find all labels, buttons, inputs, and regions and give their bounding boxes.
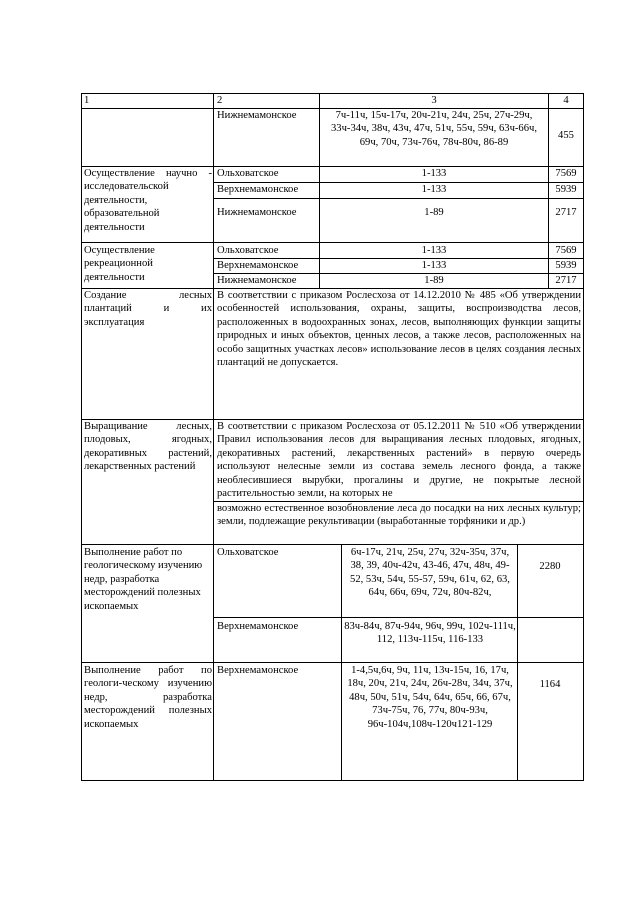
- rule: [81, 242, 584, 243]
- science-quarters-a: 1-133: [421, 168, 447, 179]
- science-activity: Осуществление научно - исследовательской деятельности, образовательной деятельности: [84, 168, 212, 233]
- rule: [81, 93, 82, 781]
- rule: [213, 617, 584, 618]
- recreation-quarters-c: 1-89: [424, 275, 444, 286]
- recreation-area-b: 5939: [555, 260, 577, 271]
- rule: [81, 662, 584, 663]
- plantations-text: В соответствии с приказом Рослесхоза от 14.12.2010 № 485 «Об утверждении особенностей использования, охраны, защиты, воспроизводства лесов, расположенных в водоохранных зонах, лесов, выполняющих функции защиты природных и иных объектов, ценных лесов, а также лесов, расположенных на особо защитных участках лесов» использование лесов в целях создания лесных плантаций не допускается.: [217, 290, 581, 369]
- science-forestry-c: Нижнемамонское: [217, 207, 297, 218]
- rule: [213, 273, 584, 274]
- geology1-quarters-a: 6ч-17ч, 21ч, 25ч, 27ч, 32ч-35ч, 37ч, 38, 39, 40ч-42ч, 43-46, 47ч, 48ч, 49-52, 53ч, 54ч, 55-57, 59ч, 61ч, 62, 63, 64ч, 66ч, 69ч, 72ч, 80ч-82ч,: [350, 547, 510, 599]
- geology2-activity: Выполнение работ по геологи-ческому изучению недр, разработка месторождений полезных ископаемых: [84, 665, 212, 730]
- recreation-forestry-b: Верхнемамонское: [217, 260, 299, 271]
- rule: [81, 166, 584, 167]
- science-quarters-c: 1-89: [424, 207, 444, 218]
- rule: [81, 544, 584, 545]
- geology1-forestry-b: Верхнемамонское: [217, 621, 299, 632]
- recreation-area-a: 7569: [555, 245, 577, 256]
- science-forestry-b: Верхнемамонское: [217, 184, 299, 195]
- growing-text: В соответствии с приказом Рослесхоза от 05.12.2011 № 510 «Об утверждении Правил использования лесов для выращивания лесных плодовых, ягодных, декоративных растений, лекарственных растений» в первую очередь используют нелесные земли из состава земель лесного фонда, а также необлесившиеся вырубки, прогалины и другие, не покрытые лесной растительностью земли, на которых не: [217, 421, 581, 500]
- rule: [548, 93, 549, 289]
- science-area-a: 7569: [555, 168, 577, 179]
- growing-text-continued: возможно естественное возобновление леса до посадки на них лесных культур; земли, подлежащие рекультивации (выработанные торфяники и др.): [217, 503, 581, 528]
- rule: [213, 258, 584, 259]
- rule: [213, 182, 584, 183]
- rule: [213, 501, 584, 502]
- recreation-forestry-c: Нижнемамонское: [217, 275, 297, 286]
- science-forestry-a: Ольховатское: [217, 168, 279, 179]
- recreation-quarters-b: 1-133: [421, 260, 447, 271]
- rule: [319, 93, 320, 289]
- geology1-area-a: 2280: [539, 561, 561, 572]
- rule: [81, 419, 584, 420]
- header-col-4: 4: [563, 95, 569, 106]
- rule: [517, 544, 518, 781]
- recreation-forestry-a: Ольховатское: [217, 245, 279, 256]
- rule: [81, 288, 584, 289]
- rule: [213, 93, 214, 781]
- rule: [81, 108, 584, 109]
- plantations-activity: Создание лесных плантаций и их эксплуатация: [84, 290, 212, 328]
- geology2-area: 1164: [539, 679, 561, 690]
- row1-quarters: 7ч-11ч, 15ч-17ч, 20ч-21ч, 24ч, 25ч, 27ч-29ч, 33ч-34ч, 38ч, 43ч, 47ч, 51ч, 55ч, 59ч, 63ч-66ч, 69ч, 70ч, 73ч-76ч, 78ч-80ч, 86-89: [331, 110, 537, 148]
- rule: [583, 93, 584, 781]
- recreation-quarters-a: 1-133: [421, 245, 447, 256]
- rule: [81, 93, 584, 94]
- recreation-activity: Осуществление рекреационной деятельности: [84, 245, 155, 283]
- geology1-forestry-a: Ольховатское: [217, 547, 279, 558]
- geology1-activity: Выполнение работ по геологическому изучению недр, разработка месторождений полезных ископаемых: [84, 547, 203, 612]
- geology2-forestry: Верхнемамонское: [217, 665, 299, 676]
- header-col-3: 3: [431, 95, 437, 106]
- row1-forestry: Нижнемамонское: [217, 110, 297, 121]
- header-col-1: 1: [84, 95, 90, 106]
- science-quarters-b: 1-133: [421, 184, 447, 195]
- header-col-2: 2: [217, 95, 223, 106]
- science-area-c: 2717: [555, 207, 577, 218]
- geology1-quarters-b: 83ч-84ч, 87ч-94ч, 96ч, 99ч, 102ч-111ч, 112, 113ч-115ч, 116-133: [344, 621, 516, 646]
- science-area-b: 5939: [555, 184, 577, 195]
- geology2-quarters: 1-4,5ч,6ч, 9ч, 11ч, 13ч-15ч, 16, 17ч, 18ч, 20ч, 21ч, 24ч, 26ч-28ч, 34ч, 37ч, 48ч, 50ч, 51ч, 54ч, 64ч, 65ч, 66, 67ч, 73ч-75ч, 76, 77ч, 80ч-93ч, 96ч-104ч,108ч-120ч121-129: [347, 665, 513, 730]
- recreation-area-c: 2717: [555, 275, 577, 286]
- rule: [213, 198, 584, 199]
- row1-area: 455: [558, 130, 574, 141]
- growing-activity: Выращивание лесных, плодовых, ягодных, декоративных растений, лекарственных растений: [84, 421, 212, 473]
- rule: [81, 780, 584, 781]
- rule: [341, 544, 342, 781]
